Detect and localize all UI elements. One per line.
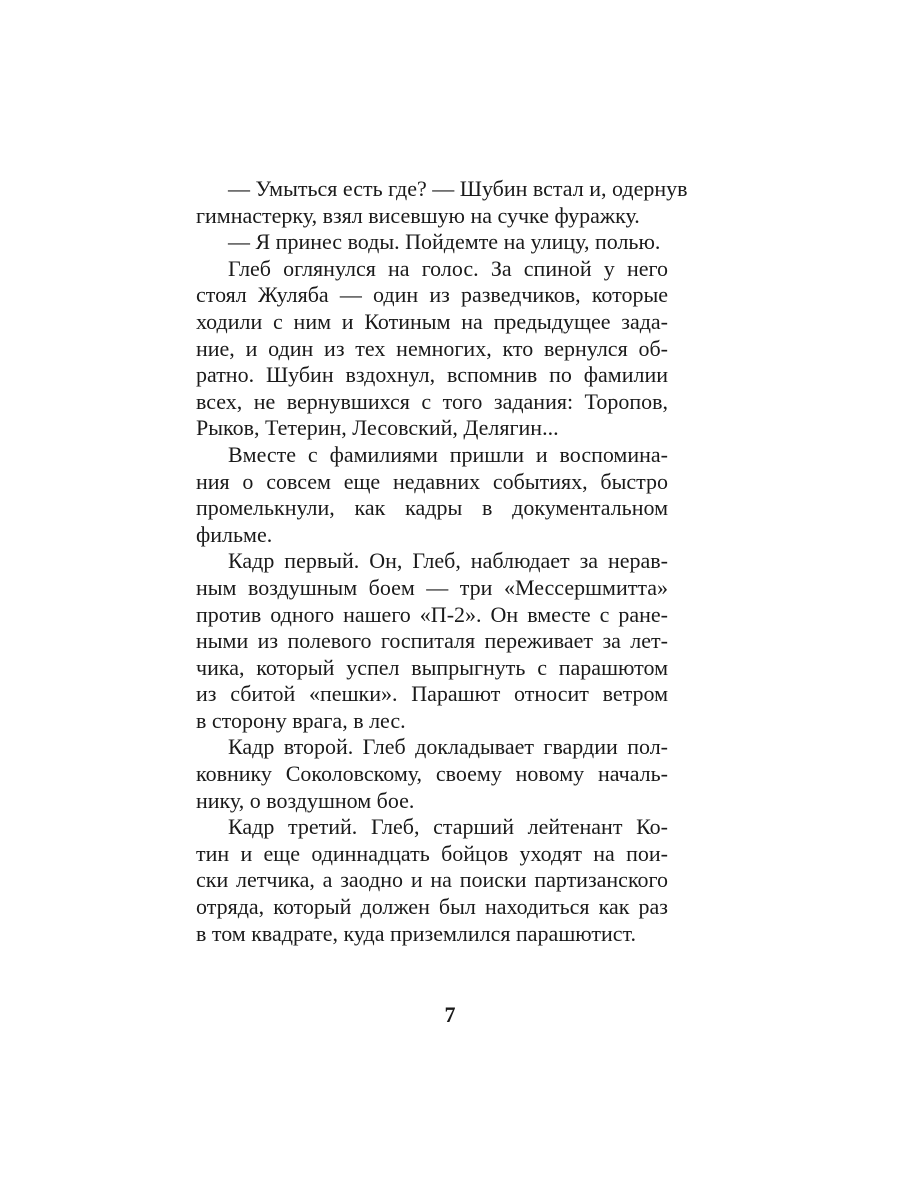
text-line: — Я принес воды. Пойдемте на улицу, полью. xyxy=(228,229,661,255)
body-text xyxy=(196,176,688,947)
text-line: Глеб оглянулся на голос. За спиной у него xyxy=(228,255,668,281)
text-line: Рыков, Тетерин, Лесовский, Делягин... xyxy=(196,415,559,441)
paragraph xyxy=(196,176,688,229)
text-line: Кадр третий. Глеб, старший лейтенант Ко- xyxy=(228,814,668,840)
text-line: Кадр первый. Он, Глеб, наблюдает за нерав- xyxy=(228,548,668,574)
text-line: отряда, который должен был находиться как раз xyxy=(196,894,668,920)
text-line: ние, и один из тех немногих, кто вернулся об- xyxy=(196,335,668,361)
paragraph xyxy=(196,734,668,814)
text-line: ковнику Соколовскому, своему новому началь- xyxy=(196,761,668,787)
text-line: Вместе с фамилиями пришли и воспомина- xyxy=(228,441,668,467)
text-line: фильме. xyxy=(196,521,273,547)
text-line: чика, который успел выпрыгнуть с парашютом xyxy=(196,654,668,680)
text-line: Кадр второй. Глеб докладывает гвардии пол- xyxy=(228,734,668,760)
text-line: из сбитой «пешки». Парашют относит ветром xyxy=(196,681,668,707)
text-line: ными из полевого госпиталя переживает за лет- xyxy=(196,628,668,654)
page-number: 7 xyxy=(444,1002,456,1027)
text-line: тин и еще одиннадцать бойцов уходят на пои- xyxy=(196,840,668,866)
paragraph xyxy=(196,256,668,442)
text-line: ски летчика, а заодно и на поиски партизанского xyxy=(196,867,668,893)
text-line: — Умыться есть где? — Шубин встал и, одернув xyxy=(228,176,688,201)
text-line: ходили с ним и Котиным на предыдущее зада- xyxy=(196,308,668,334)
paragraph xyxy=(196,229,668,256)
text-line: нику, о воздушном бое. xyxy=(196,787,415,813)
paragraph xyxy=(196,814,668,947)
text-line: промелькнули, как кадры в документальном xyxy=(196,495,668,521)
text-line: стоял Жуляба — один из разведчиков, которые xyxy=(196,282,668,308)
paragraph xyxy=(196,442,668,548)
text-line: гимнастерку, взял висевшую на сучке фуражку. xyxy=(196,202,640,228)
text-line: в том квадрате, куда приземлился парашютист. xyxy=(196,920,637,946)
text-line: ратно. Шубин вздохнул, вспомнив по фамилии xyxy=(196,362,668,388)
text-line: в сторону врага, в лес. xyxy=(196,707,406,733)
text-line: ным воздушным боем — три «Мессершмитта» xyxy=(196,574,668,600)
text-line: ния о совсем еще недавних событиях, быстро xyxy=(196,468,668,494)
text-line: всех, не вернувшихся с того задания: Торопов, xyxy=(196,388,668,414)
text-line: против одного нашего «П-2». Он вместе с ране- xyxy=(196,601,668,627)
paragraph xyxy=(196,548,668,734)
